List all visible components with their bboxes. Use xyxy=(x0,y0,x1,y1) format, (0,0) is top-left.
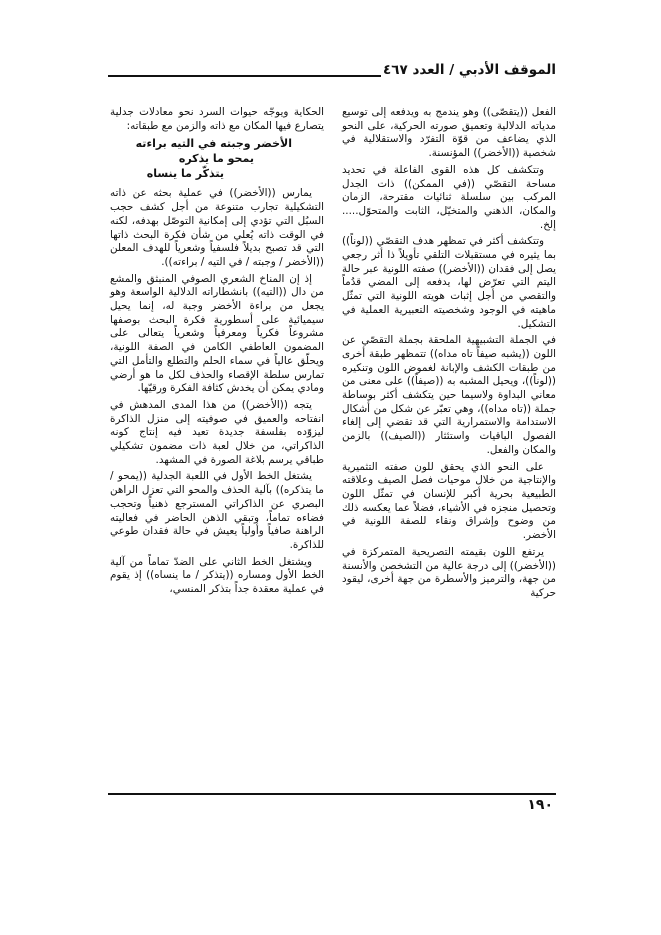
paragraph: في الجملة التشبيهية الملحقة بجملة التقصّي عن اللون ((يشبه صيفاً تاه مداه)) تتمظهر طبقة أخرى من طبقات الكشف والإبانة لغموض اللون وتنكيره ((لوناً))، ويحيل المشبه به ((صيفاً)) على معنى من معاني البداوة ولاسيما حين يتكشف أكثر بوساطة جملة ((تاه مداه))، وهي تعبّر عن شكل من أشكال الاستدامة والاستمرارية التي قد تقضي إلى إلغاء الفصول الباقيات واستئثار ((الصيف)) بالزمن والمكان والفعل. xyxy=(342,334,556,456)
paragraph: إذ إن المناخ الشعري الصوفي المنبثق والمشع من دال ((التيه)) بانشطاراته الدلالية الواسعة وهو يجعل من براءة الأخضر وجبة له، إنما يحيل سيميائية على أسطورية فكرة البحث بوصفها مشروعاً فكرياً ومعرفياً وشعرياً يتعالى على المضمون العاطفي الكامن في الصفة اللونية، ويحلّق عالياً في سماء الحلم والتطلع والتأمل التي تمارس سلطة الإقصاء والحذف لكل ما هو أرضي ومادي يمكن أن يخدش كثافة الفكرة ورقيّها. xyxy=(110,272,324,395)
footer-rule xyxy=(108,793,556,795)
paragraph: الفعل ((يتقصّى)) وهو يندمج به ويدفعه إلى توسيع مدياته الدلالية وتعميق صورته الحركية، على النحو الذي يضاعف من قوّة التفرّد والاستقلالية في شخصية ((الأخضر)) المؤنسنة. xyxy=(342,106,556,160)
paragraph: يرتفع اللون بقيمته التصريحية المتمركزة في ((الأخضر)) إلى درجة عالية من التشخصن والأنسنة من جهة، والترميز والأسطرة من جهة أخرى، ليقود حركية xyxy=(342,545,556,599)
paragraph: وتتكشف كل هذه القوى الفاعلة في تحديد مساحة التقصّي ((في الممكن)) ذات الجدل المركب بين سلسلة ثنائيات مقترحة، الزمان والمكان، الذهني والمتخيّل، الثابت والمتحوّل..... إلخ. xyxy=(342,163,556,231)
paragraph: على النحو الذي يحقق للون صفته التثميرية والإنتاجية من خلال موحيات فصل الصيف وعلاقته الطبيعية بحرية أكبر للإنسان في تمثّل اللون وتحصيل منجزه في الأشياء، فضلاً عما يعكسه ذلك من وضوح وإشراق ونقاء للصفة اللونية في الأخضر. xyxy=(342,460,556,542)
page-header xyxy=(108,60,556,86)
header-rule xyxy=(108,75,381,77)
paragraph: الحكاية ويوجّه حيوات السرد نحو معادلات جدلية يتصارع فيها المكان مع ذاته والزمن مع طبقاته: xyxy=(110,106,324,132)
verse-line: يتذكّر ما ينساه xyxy=(146,167,224,181)
verse-line: الأخضر وجبته في التيه براءته xyxy=(135,137,292,151)
right-column xyxy=(342,106,556,604)
paragraph: وتتكشف أكثر في تمظهر هدف التقصّي ((لوناً)) بما يثيره في مستقبلات التلقي تأويلاً ذا أثر رجعي يصل إلى فقدان ((الأخضر)) صفته اللونية عبر حالة اليتم التي تعرّض لها، يدفعه إلى المضي قدُماً والتقصي من أجل إثبات هويته اللونية التي تمثّل ماهيته في الوجود وشخصيته التعبيرية العملية في التشكيل. xyxy=(342,235,556,330)
paragraph: يمارس ((الأخضر)) في عملية بحثه عن ذاته التشكيلية تجارب متنوعة من أجل كشف حجب السبُل التي تؤدي إلى إمكانية التوصّل بهدفه، لكنه في الوقت ذاته يُعلي من شأن فكرة البحث ذاتها التي قد تصبح بديلاً فلسفياً وشعرياً للهدف المعلن ((الأخضر / وجبته / في التيه / براءته)). xyxy=(110,187,324,268)
journal-title: الموقف الأدبي / العدد ٤٦٧ xyxy=(383,62,556,78)
paragraph: يشتغل الخط الأول في اللعبة الجدلية ((يمحو / ما يتذكره)) بآلية الحذف والمحو التي تعزل الراهن البصري عن الذاكراتي المسترجع ذهنياً وتحجب فضاءه تماماً، وتبقي الذهن الحاضر في فعاليته الراهنة صافياً وأولياً يعيش في حالة فقدان طوعي للذاكرة. xyxy=(110,470,324,551)
verse-line: يمحو ما يذكره xyxy=(178,152,254,166)
page-number: ١٩٠ xyxy=(527,797,553,813)
paragraph: يتجه ((الأخضر)) من هذا المدى المدهش في انفتاحه والعميق في صوفيته إلى منزل الذاكرة ليزوّده بفلسفة جديدة تعيد فيه إنتاج كونه الذاكراتي، من خلال لعبة ذات مضمون تشكيلي طباقي يرسم بلاغة الصورة في المشهد. xyxy=(110,398,324,466)
poem-excerpt xyxy=(110,136,324,181)
paragraph: ويشتغل الخط الثاني على الضدّ تماماً من آلية الخط الأول ومساره ((يتذكر / ما ينساه)) إذ يقوم في عملية معقدة جداً بتذكر المنسي، xyxy=(110,555,324,596)
left-column xyxy=(110,106,324,600)
